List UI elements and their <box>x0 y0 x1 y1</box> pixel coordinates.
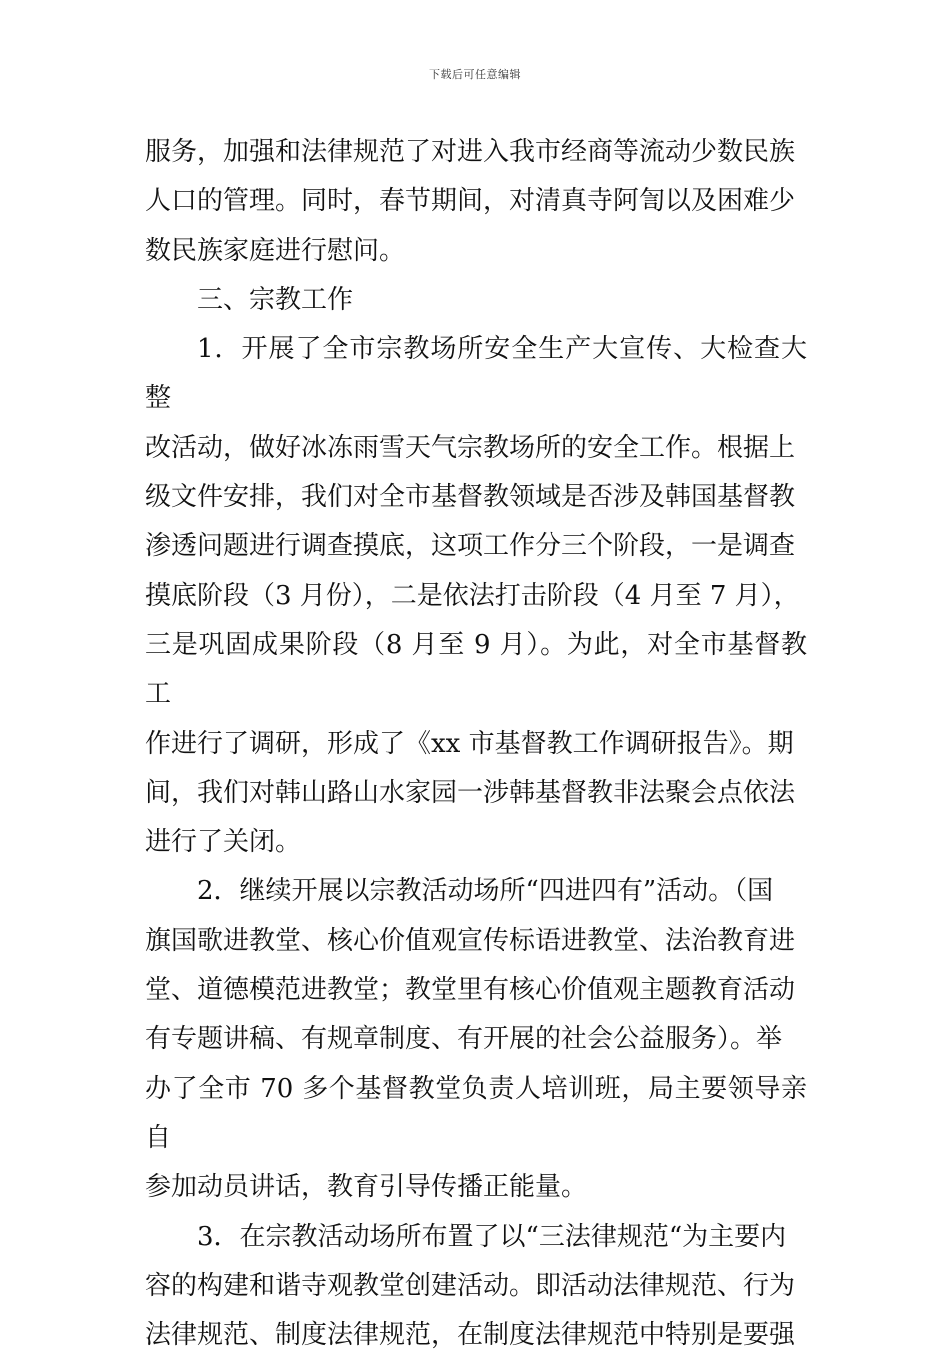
text-line: 有专题讲稿、有规章制度、有开展的社会公益服务）。举 <box>145 1024 783 1055</box>
text-line: 间，我们对韩山路山水家园一涉韩基督教非法聚会点依法 <box>145 777 796 808</box>
paragraph-continuation <box>145 128 807 276</box>
text-line: 法律规范、制度法律规范，在制度法律规范中特别是要强 <box>145 1320 796 1351</box>
text-line: 办了全市 70 多个基督教堂负责人培训班，局主要领导亲自 <box>145 1073 807 1153</box>
text-line: 1．开展了全市宗教场所安全生产大宣传、大检查大整 <box>145 334 807 414</box>
text-line: 三是巩固成果阶段（8 月至 9 月）。为此，对全市基督教工 <box>145 629 807 710</box>
text-line: 进行了关闭。 <box>145 827 302 858</box>
document-body <box>145 128 807 1360</box>
paragraph-item-1 <box>145 325 807 867</box>
text-line: 级文件安排，我们对全市基督教领域是否涉及韩国基督教 <box>145 482 796 513</box>
text-line: 摸底阶段（3 月份），二是依法打击阶段（4 月至 7 月）， <box>145 580 800 611</box>
text-line: 容的构建和谐寺观教堂创建活动。即活动法律规范、行为 <box>145 1270 796 1301</box>
text-line: 数民族家庭进行慰问。 <box>145 235 406 266</box>
text-line: 2．继续开展以宗教活动场所“四进四有”活动。（国 <box>197 876 774 907</box>
text-line: 堂、道德模范进教堂；教堂里有核心价值观主题教育活动 <box>145 975 796 1006</box>
paragraph-item-3 <box>145 1213 807 1360</box>
text-line: 渗透问题进行调查摸底，这项工作分三个阶段，一是调查 <box>145 531 796 562</box>
section-heading <box>145 276 807 325</box>
text-line: 改活动，做好冰冻雨雪天气宗教场所的安全工作。根据上 <box>145 432 796 463</box>
text-line: 人口的管理。同时，春节期间，对清真寺阿訇以及困难少 <box>145 186 796 217</box>
section-heading-text: 三、宗教工作 <box>197 284 354 315</box>
text-line: 3．在宗教活动场所布置了以“三法律规范“为主要内 <box>197 1221 787 1252</box>
paragraph-item-2 <box>145 867 807 1212</box>
text-line: 旗国歌进教堂、核心价值观宣传标语进教堂、法治教育进 <box>145 925 796 956</box>
text-line: 服务，加强和法律规范了对进入我市经商等流动少数民族 <box>145 137 796 167</box>
text-line: 参加动员讲话，教育引导传播正能量。 <box>145 1172 588 1203</box>
text-line: 作进行了调研，形成了《xx 市基督教工作调研报告》。期 <box>145 728 794 759</box>
page-header-note: 下载后可任意编辑 <box>429 68 521 81</box>
